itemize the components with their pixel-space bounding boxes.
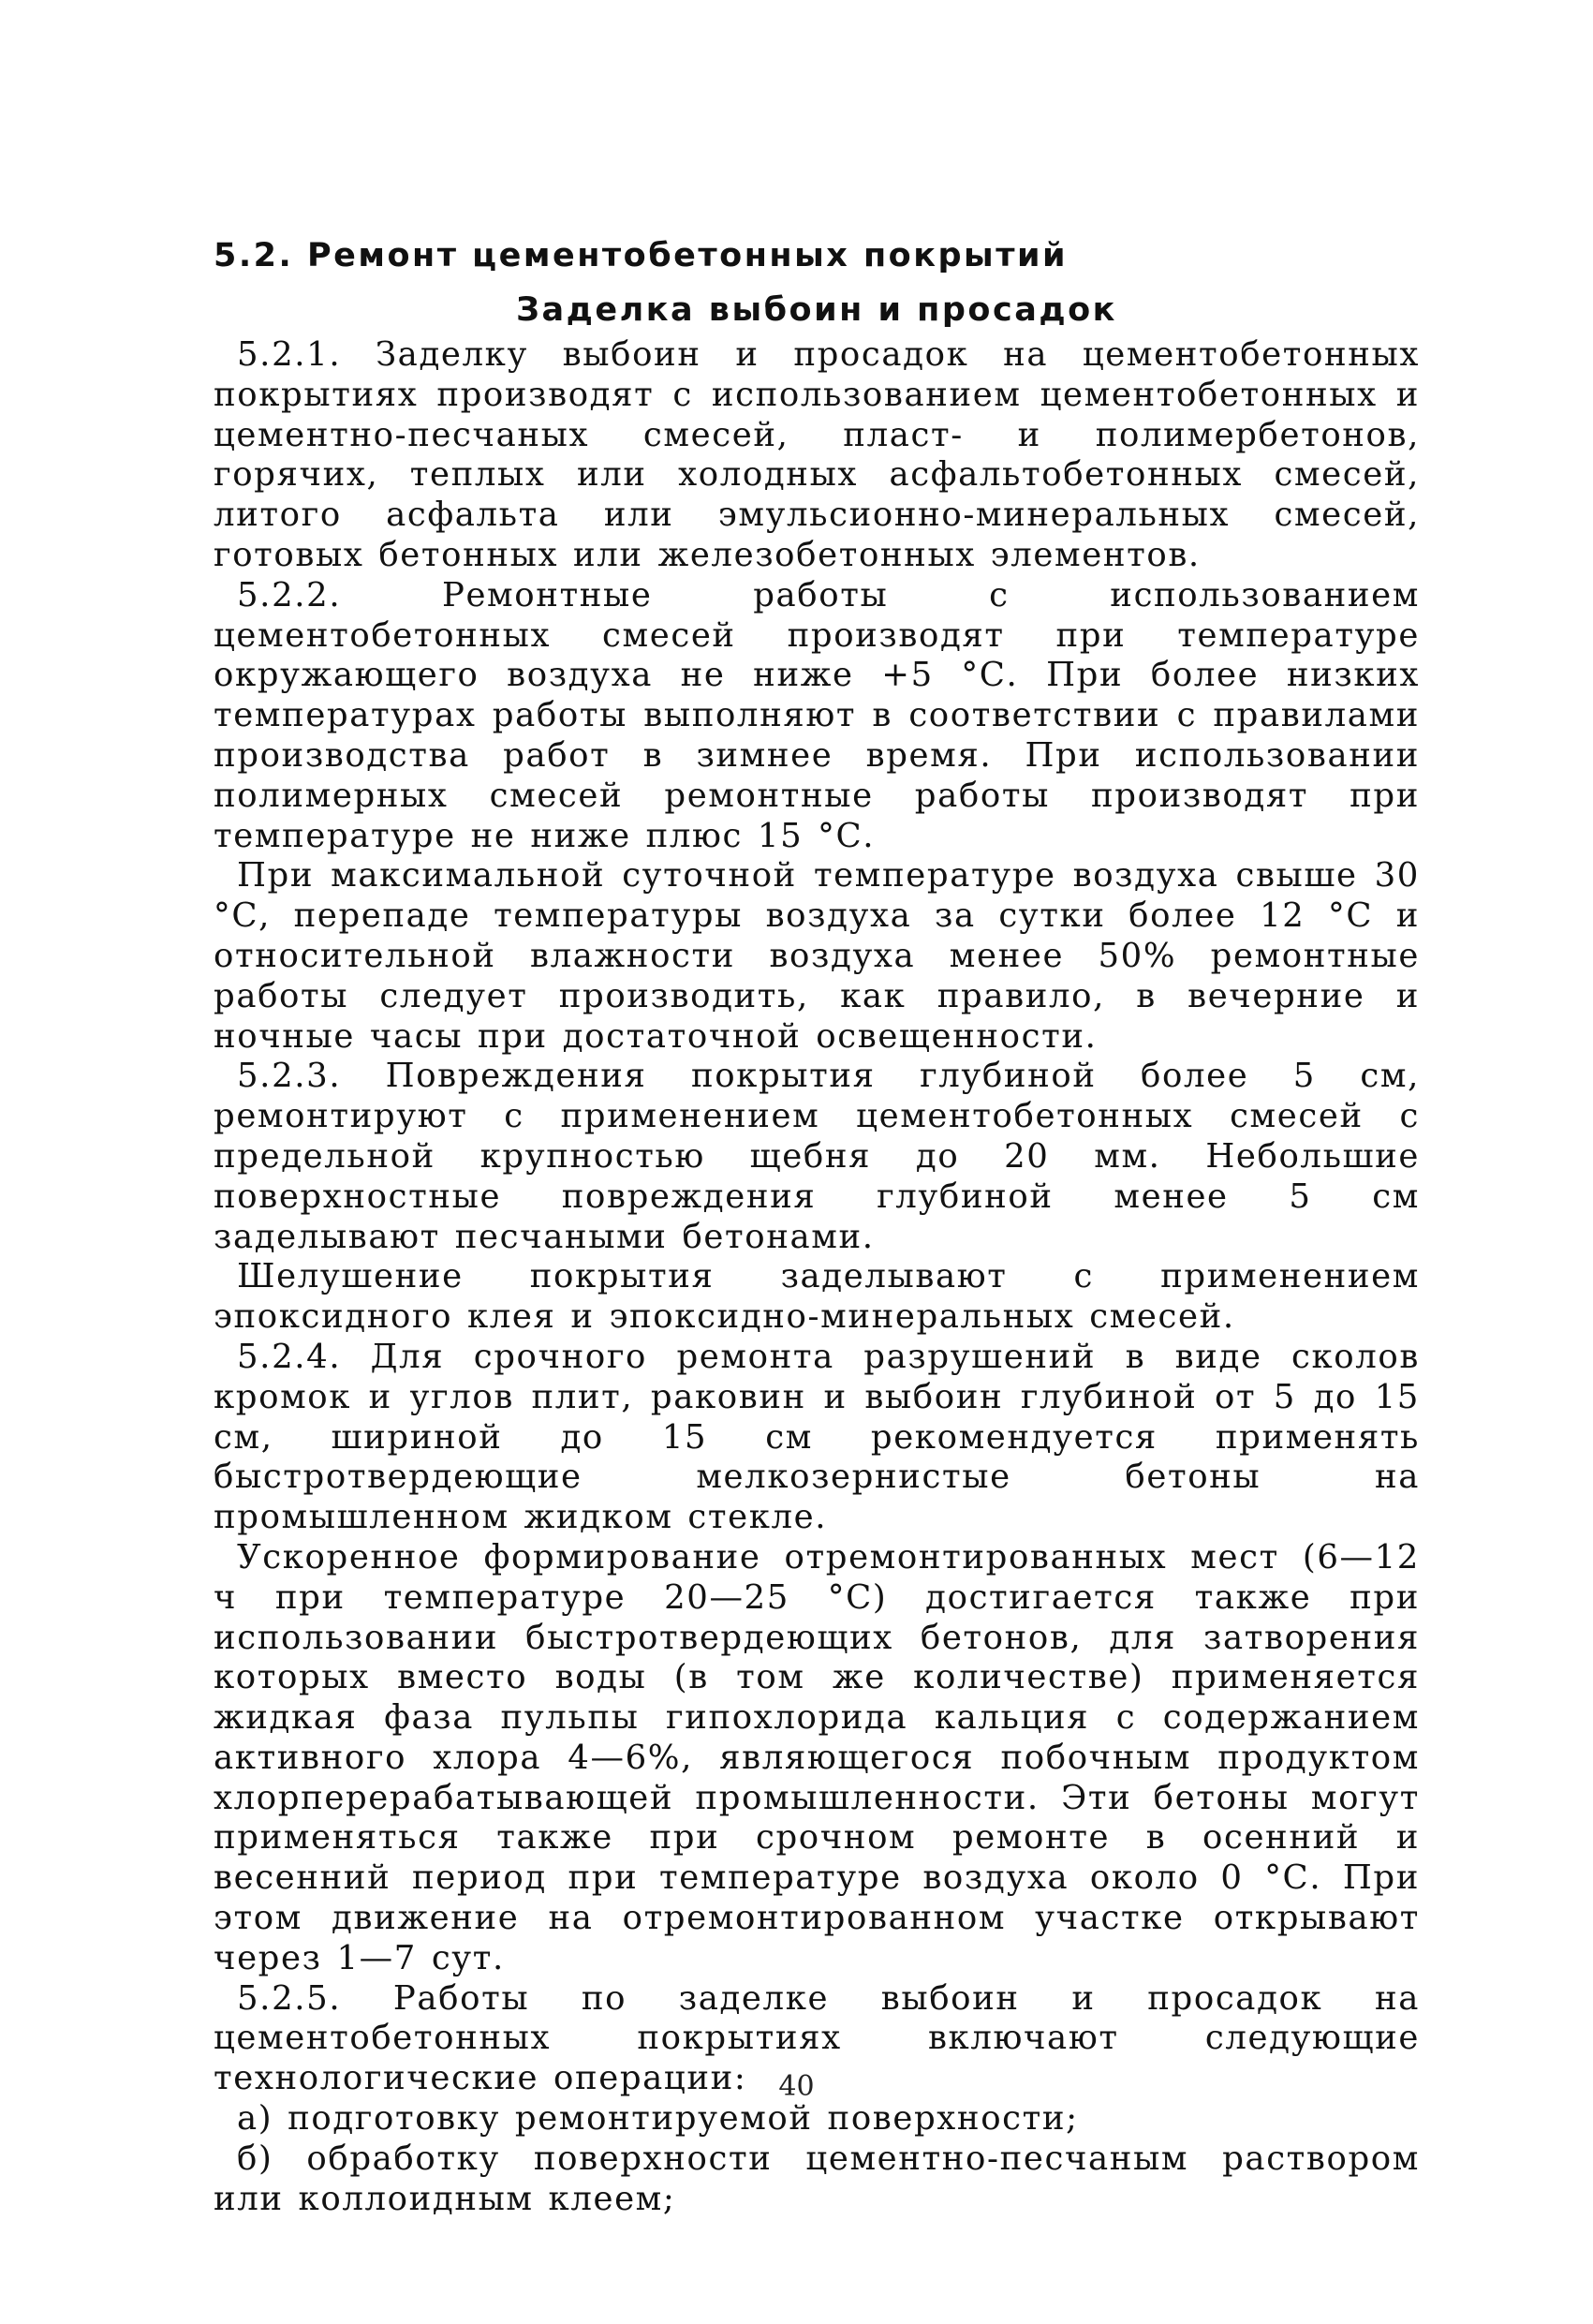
paragraph-5-2-5: 5.2.5. Работы по заделке выбоин и просадок на цементобетонных покрытиях включают следующие технологические операции: (214, 1978, 1420, 2098)
list-item-a: а) подготовку ремонтируемой поверхности; (237, 2099, 1079, 2139)
section-heading: 5.2. Ремонт цементобетонных покрытий (214, 237, 1069, 274)
paragraph-5-2-1: 5.2.1. Заделку выбоин и просадок на цементобетонных покрытиях производят с использованием цементобетонных и цементно-песчаных смесей, пласт- и полимербетонов, горячих, теплых или холодных асфальтобетонных смесей, литого асфальта или эмульсионно-минеральных смесей, готовых бетонных или железобетонных элементов. (214, 335, 1420, 574)
paragraph-peeling-repair: Шелушение покрытия заделывают с применением эпоксидного клея и эпоксидно-минеральных смесей. (214, 1257, 1420, 1337)
page-content (214, 236, 1420, 2219)
subsection-heading: Заделка выбоин и просадок (516, 291, 1117, 329)
page-number: 40 (778, 2070, 815, 2103)
paragraph-5-2-2: 5.2.2. Ремонтные работы с использованием цементобетонных смесей производят при температуре окружающего воздуха не ниже +5 °С. При более низких температурах работы выполняют в соответствии с правилами производства работ в зимнее время. При использовании полимерных смесей ремонтные работы производят при температуре не ниже плюс 15 °С. (214, 575, 1420, 855)
paragraph-5-2-3: 5.2.3. Повреждения покрытия глубиной более 5 см, ремонтируют с применением цементобетонных смесей с предельной крупностью щебня до 20 мм. Небольшие поверхностные повреждения глубиной менее 5 см заделывают песчаными бетонами. (214, 1057, 1420, 1256)
list-item-b: б) обработку поверхности цементно-песчаным раствором или коллоидным клеем; (214, 2139, 1420, 2218)
paragraph-temperature-conditions: При максимальной суточной температуре воздуха свыше 30 °С, перепаде температуры воздуха за сутки более 12 °С и относительной влажности воздуха менее 50% ремонтные работы следует производить, как правило, в вечерние и ночные часы при достаточной освещенности. (214, 856, 1420, 1056)
paragraph-5-2-4: 5.2.4. Для срочного ремонта разрушений в виде сколов кромок и углов плит, раковин и выбоин глубиной от 5 до 15 см, шириной до 15 см рекомендуется применять быстротвердеющие мелкозернистые бетоны на промышленном жидком стекле. (214, 1337, 1420, 1537)
paragraph-accelerated-curing: Ускоренное формирование отремонтированных мест (6—12 ч при температуре 20—25 °С) достигается также при использовании быстротвердеющих бетонов, для затворения которых вместо воды (в том же количестве) применяется жидкая фаза пульпы гипохлорида кальция с содержанием активного хлора 4—6%, являющегося побочным продуктом хлорперерабатывающей промышленности. Эти бетоны могут применяться также при срочном ремонте в осенний и весенний период при температуре воздуха около 0 °С. При этом движение на отремонтированном участке открывают через 1—7 сут. (214, 1537, 1420, 1977)
